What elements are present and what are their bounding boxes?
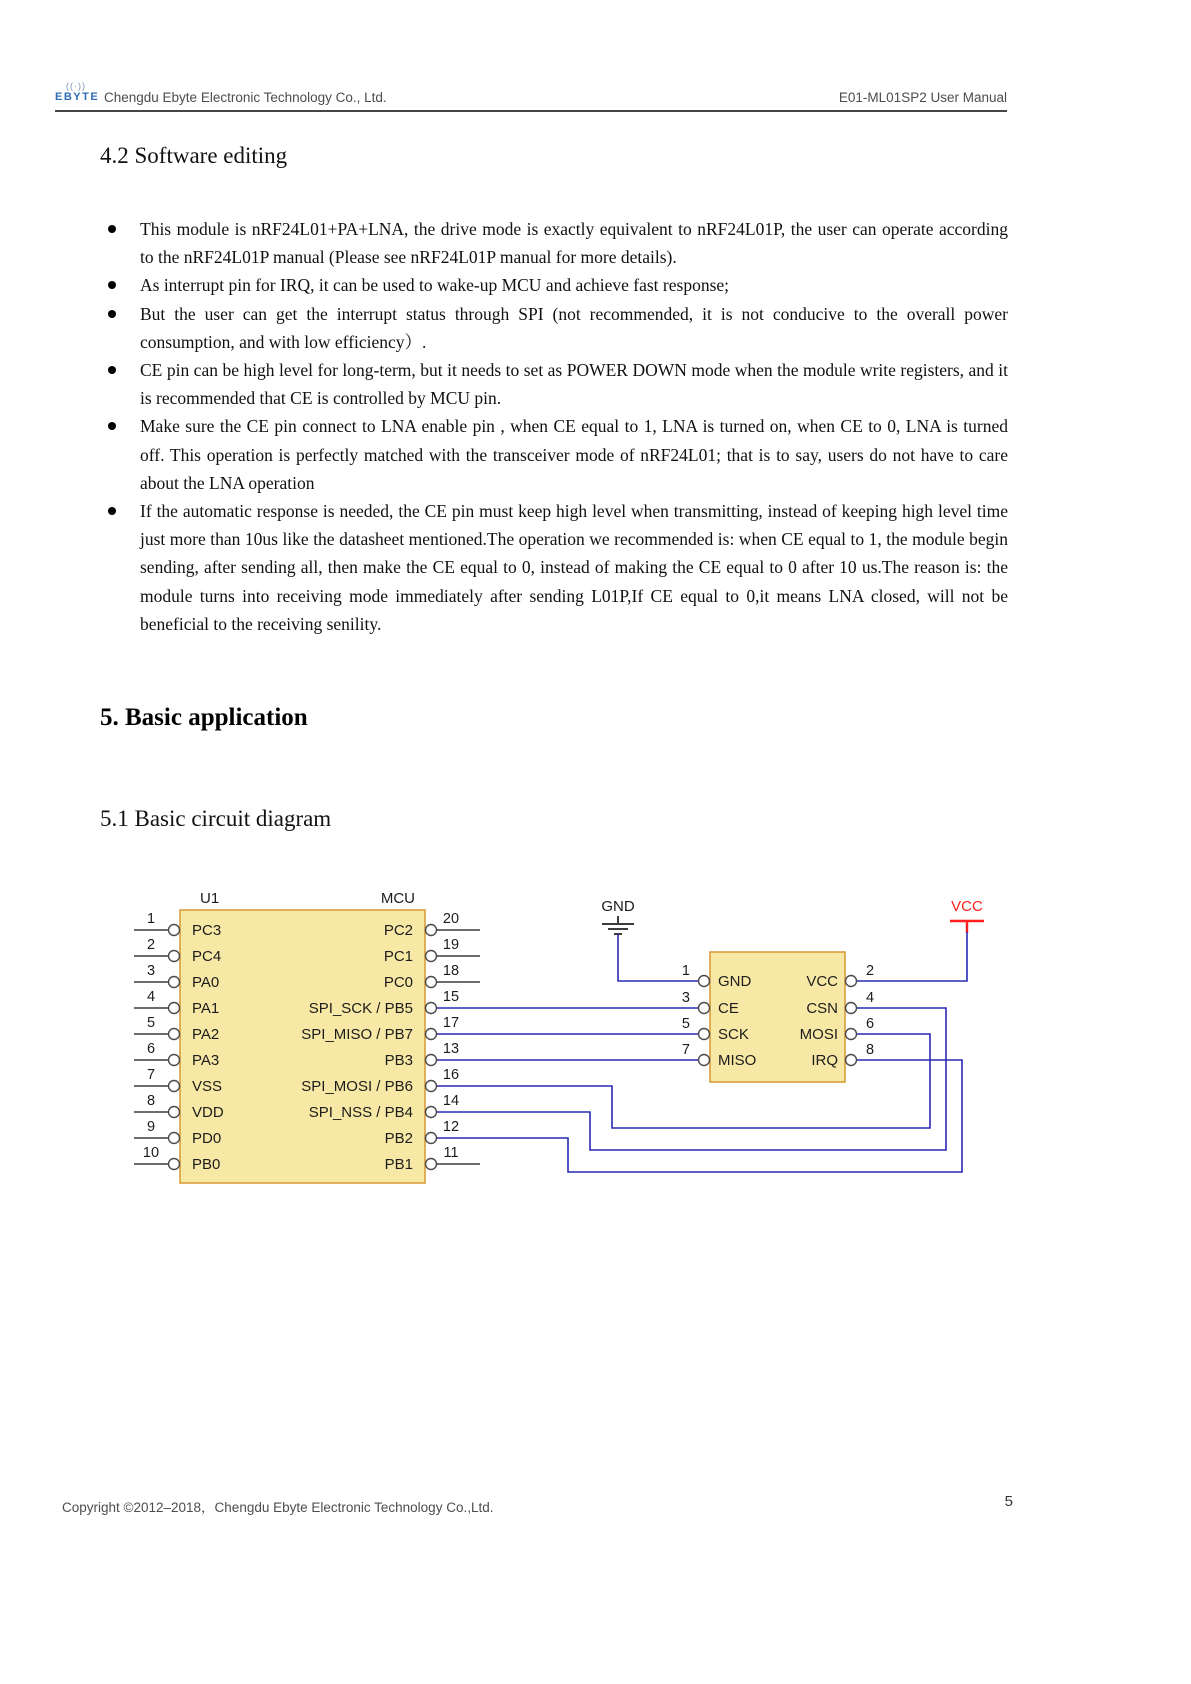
- pin-label: PB1: [384, 1156, 413, 1173]
- bullet-text: If the automatic response is needed, the CE pin must keep high level when transmitting, instead of keeping high level time just more than 10us like the datasheet mentioned.The operation we recommended is: when CE equal to 1, the module begin sending, after sending all, then make the CE equal to 0, instead of making the CE equal to 0 after 10 us.The reason is: the module turns into receiving mode immediately after sending L01P,If CE equal to 0,it means LNA closed, will not be beneficial to the receiving senility.: [140, 501, 1008, 634]
- pin-number: 12: [442, 1119, 460, 1135]
- bullet-item: [100, 356, 1008, 412]
- pin-number: 19: [442, 937, 460, 953]
- page-content: [100, 143, 1008, 832]
- section-title-4-2: 4.2 Software editing: [100, 143, 288, 168]
- section-title-5-1: 5.1 Basic circuit diagram: [100, 806, 332, 832]
- bullet-item: [100, 497, 1008, 638]
- wire-irq: [437, 1060, 962, 1172]
- gnd-label: GND: [601, 898, 635, 915]
- bullet-marker: [108, 366, 116, 374]
- pin-number: 3: [681, 990, 690, 1006]
- pin-number: 2: [866, 963, 875, 979]
- pin-number: 15: [442, 989, 460, 1005]
- pin-number: 9: [146, 1119, 156, 1135]
- pin-number: 11: [443, 1145, 459, 1161]
- module-right-pins: [800, 963, 874, 1069]
- vcc-label: VCC: [951, 898, 983, 915]
- wires: [437, 932, 967, 1172]
- bullet-item: [100, 215, 1008, 271]
- pin-label: PA2: [192, 1026, 220, 1043]
- pin-label: PA3: [192, 1052, 220, 1069]
- pin-label: SCK: [718, 1026, 749, 1043]
- footer-copyright: Copyright ©2012–2018，Chengdu Ebyte Electronic Technology Co.,Ltd.: [62, 1500, 494, 1515]
- pin-label: MOSI: [799, 1026, 838, 1043]
- pin-number: 8: [146, 1093, 156, 1109]
- ebyte-logo: [55, 81, 100, 103]
- company-name: Chengdu Ebyte Electronic Technology Co., Ltd.: [104, 90, 387, 105]
- bullet-item: [100, 412, 1008, 497]
- bullet-marker: [108, 507, 116, 515]
- pin-label: VDD: [192, 1104, 224, 1121]
- pin-number: 4: [146, 989, 156, 1005]
- pin-number: 1: [146, 911, 156, 927]
- gnd-symbol: [601, 898, 635, 934]
- pin-label: PB3: [384, 1052, 413, 1069]
- manual-title: E01-ML01SP2 User Manual: [838, 90, 1007, 105]
- pin-label: SPI_MISO / PB7: [301, 1026, 413, 1043]
- pin-label: MISO: [718, 1052, 757, 1069]
- pin-label: PC1: [383, 948, 413, 965]
- pin-label: PA0: [192, 974, 220, 991]
- header-divider: [55, 110, 1007, 112]
- bullet-marker: [108, 422, 116, 430]
- bullet-marker: [108, 225, 116, 233]
- section-title-5: 5. Basic application: [100, 704, 308, 732]
- bullet-text: CE pin can be high level for long-term, but it needs to set as POWER DOWN mode when the module write registers, and it is recommended that CE is controlled by MCU pin.: [140, 360, 1008, 409]
- pin-label: SPI_NSS / PB4: [308, 1104, 413, 1121]
- pin-label: PB0: [192, 1156, 221, 1173]
- pin-number: 6: [866, 1016, 875, 1032]
- pin-number: 7: [146, 1067, 156, 1083]
- bullet-text: As interrupt pin for IRQ, it can be used to wake-up MCU and achieve fast response;: [140, 275, 730, 296]
- bullet-text: This module is nRF24L01+PA+LNA, the drive mode is exactly equivalent to nRF24L01P, the user can operate according to the nRF24L01P manual (Please see nRF24L01P manual for more details).: [140, 219, 1008, 268]
- pin-label: GND: [718, 973, 752, 990]
- pin-number: 16: [442, 1067, 460, 1083]
- antenna-icon: ((·)): [66, 81, 86, 91]
- pin-label: VCC: [806, 973, 838, 990]
- bullet-marker: [108, 310, 116, 318]
- pin-label: VSS: [192, 1078, 223, 1095]
- bullet-item: [100, 300, 1008, 356]
- basic-circuit-diagram: [0, 875, 1191, 1215]
- pin-label: SPI_SCK / PB5: [308, 1000, 413, 1017]
- pin-number: 5: [681, 1016, 690, 1032]
- pin-number: 14: [442, 1093, 460, 1109]
- pin-label: PA1: [192, 1000, 220, 1017]
- pin-number: 13: [442, 1041, 460, 1057]
- pin-label: PB2: [384, 1130, 413, 1147]
- pin-label: PC2: [383, 922, 413, 939]
- pin-label: CE: [718, 1000, 739, 1017]
- circuit-svg: [0, 875, 1191, 1215]
- pin-label: CSN: [806, 1000, 838, 1017]
- pin-number: 10: [142, 1145, 160, 1161]
- bullet-text: Make sure the CE pin connect to LNA enable pin , when CE equal to 1, LNA is turned on, when CE to 0, LNA is turned off. This operation is perfectly matched with the transceiver mode of nRF24L01; that is to say, users do not have to care about the LNA operation: [140, 416, 1008, 493]
- vcc-symbol: [950, 898, 984, 933]
- pin-number: 1: [681, 963, 690, 979]
- mcu-name-label: MCU: [380, 890, 415, 907]
- pin-label: PC0: [383, 974, 413, 991]
- pin-label: SPI_MOSI / PB6: [301, 1078, 413, 1095]
- pin-label: PC3: [192, 922, 222, 939]
- page-number: 5: [1004, 1493, 1013, 1510]
- pin-number: 18: [442, 963, 460, 979]
- pin-number: 3: [146, 963, 156, 979]
- pin-label: IRQ: [811, 1052, 838, 1069]
- bullet-marker: [108, 281, 116, 289]
- ebyte-logo-text: EBYTE: [55, 91, 100, 103]
- bullet-list: [100, 215, 1008, 638]
- pin-number: 7: [681, 1042, 690, 1058]
- pin-number: 2: [146, 937, 156, 953]
- pin-label: PC4: [192, 948, 222, 965]
- pin-number: 5: [146, 1015, 156, 1031]
- pin-number: 8: [866, 1042, 875, 1058]
- pin-number: 17: [442, 1015, 460, 1031]
- pin-label: PD0: [192, 1130, 222, 1147]
- bullet-text: But the user can get the interrupt status through SPI (not recommended, it is not conducive to the overall power consumption, and with low efficiency）.: [140, 303, 1008, 352]
- pin-number: 6: [146, 1041, 156, 1057]
- mcu-ref-label: U1: [200, 890, 220, 907]
- pin-number: 4: [866, 990, 875, 1006]
- bullet-item: [100, 271, 1008, 299]
- pin-number: 20: [442, 911, 460, 927]
